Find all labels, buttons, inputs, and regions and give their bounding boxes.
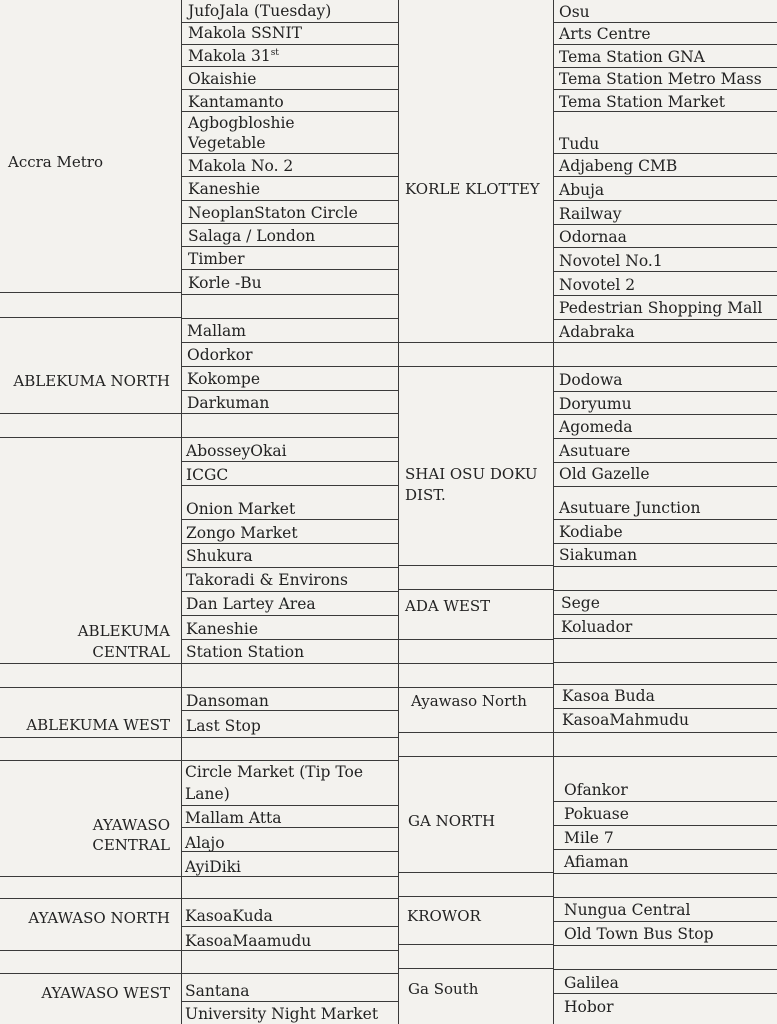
row-divider — [554, 662, 777, 663]
market-name: Tudu — [559, 135, 600, 153]
row-divider — [182, 437, 399, 438]
row-divider — [182, 710, 399, 711]
market-name: Darkuman — [187, 394, 270, 412]
row-divider — [0, 973, 182, 974]
row-divider — [182, 663, 399, 664]
row-divider — [554, 111, 777, 112]
row-divider — [182, 366, 399, 367]
row-divider — [554, 756, 777, 757]
market-name: Shukura — [186, 547, 253, 565]
market-name: Agomeda — [559, 418, 633, 436]
market-name: Okaishie — [188, 70, 257, 88]
row-divider — [0, 413, 182, 414]
market-name: Pedestrian Shopping Mall — [559, 299, 763, 317]
row-divider — [554, 22, 777, 23]
market-name: Novotel No.1 — [559, 252, 663, 270]
row-divider — [554, 462, 777, 463]
row-divider — [399, 366, 554, 367]
market-name: Takoradi & Environs — [186, 571, 348, 589]
market-name: Hobor — [564, 998, 614, 1016]
row-divider — [182, 153, 399, 154]
row-divider — [554, 200, 777, 201]
market-name: Siakuman — [559, 546, 638, 564]
row-divider — [0, 687, 182, 688]
row-divider — [182, 390, 399, 391]
row-divider — [554, 153, 777, 154]
market-name: Mile 7 — [564, 829, 614, 847]
market-name: University Night Market — [185, 1005, 379, 1023]
district-label: ABLEKUMA WEST — [26, 716, 170, 734]
market-name: Santana — [185, 982, 250, 1000]
row-divider — [554, 438, 777, 439]
row-divider — [554, 391, 777, 392]
row-divider — [554, 849, 777, 850]
row-divider — [182, 876, 399, 877]
superscript: st — [270, 47, 279, 58]
row-divider — [554, 414, 777, 415]
market-name: Salaga / London — [188, 227, 316, 245]
row-divider — [554, 969, 777, 970]
market-name: Station Station — [186, 643, 305, 661]
row-divider — [554, 342, 777, 343]
market-name: KasoaMaamudu — [185, 932, 312, 950]
market-name: Kokompe — [187, 370, 261, 388]
row-divider — [399, 663, 554, 664]
row-divider — [554, 614, 777, 615]
row-divider — [182, 200, 399, 201]
row-divider — [554, 486, 777, 487]
market-name: Kaneshie — [188, 180, 261, 198]
row-divider — [182, 22, 399, 23]
row-divider — [182, 973, 399, 974]
district-label: CENTRAL — [92, 836, 170, 854]
market-name: Old Town Bus Stop — [564, 925, 714, 943]
district-label: SHAI OSU DOKU — [405, 465, 538, 483]
district-label: Ga South — [408, 980, 479, 998]
row-divider — [182, 827, 399, 828]
district-label: KORLE KLOTTEY — [405, 180, 540, 198]
market-name: Arts Centre — [559, 25, 651, 43]
row-divider — [554, 44, 777, 45]
market-name: Circle Market (Tip Toe — [185, 763, 364, 781]
market-name: Doryumu — [559, 395, 632, 413]
row-divider — [554, 543, 777, 544]
market-name: Osu — [559, 3, 590, 21]
market-name: Adabraka — [559, 323, 635, 341]
row-divider — [399, 639, 554, 640]
market-name: Odorkor — [187, 346, 253, 364]
market-name: NeoplanStaton Circle — [188, 204, 358, 222]
row-divider — [554, 224, 777, 225]
district-label: AYAWASO — [92, 816, 170, 834]
row-divider — [399, 968, 554, 969]
row-divider — [182, 342, 399, 343]
row-divider — [182, 246, 399, 247]
row-divider — [182, 567, 399, 568]
market-name: Korle -Bu — [188, 274, 262, 292]
row-divider — [399, 872, 554, 873]
district-label: ABLEKUMA NORTH — [13, 372, 170, 390]
row-divider — [399, 732, 554, 733]
row-divider — [399, 944, 554, 945]
row-divider — [554, 732, 777, 733]
row-divider — [0, 876, 182, 877]
row-divider — [554, 801, 777, 802]
market-name: Galilea — [564, 974, 619, 992]
row-divider — [182, 111, 399, 112]
market-name: Lane) — [185, 785, 230, 803]
row-divider — [182, 66, 399, 67]
market-name: Last Stop — [186, 717, 261, 735]
market-name: Koluador — [561, 618, 633, 636]
row-divider — [182, 687, 399, 688]
market-name: Vegetable — [188, 134, 266, 152]
row-divider — [182, 44, 399, 45]
row-divider — [399, 342, 554, 343]
district-label: KROWOR — [407, 907, 481, 925]
market-name: Agbogbloshie — [188, 114, 295, 132]
market-name: Dodowa — [559, 371, 623, 389]
market-name: Tema Station Market — [559, 93, 726, 111]
market-name: JufoJala (Tuesday) — [188, 2, 332, 20]
market-name: AbosseyOkai — [186, 442, 287, 460]
row-divider — [0, 292, 182, 293]
row-divider — [182, 898, 399, 899]
market-name: Makola No. 2 — [188, 157, 294, 175]
market-name: Makola 31st — [188, 47, 279, 65]
market-name: Old Gazelle — [559, 465, 650, 483]
market-name: Onion Market — [186, 500, 296, 518]
row-divider — [554, 945, 777, 946]
market-name: Ofankor — [564, 781, 628, 799]
market-name: AyiDiki — [185, 858, 242, 876]
row-divider — [0, 663, 182, 664]
row-divider — [554, 566, 777, 567]
row-divider — [554, 519, 777, 520]
market-name: Afiaman — [564, 853, 629, 871]
row-divider — [554, 825, 777, 826]
district-label: Accra Metro — [8, 153, 103, 171]
row-divider — [554, 176, 777, 177]
row-divider — [0, 950, 182, 951]
market-name: Dan Lartey Area — [186, 595, 316, 613]
market-name: Timber — [188, 250, 245, 268]
district-label: AYAWASO NORTH — [28, 909, 170, 927]
row-divider — [182, 223, 399, 224]
row-divider — [0, 437, 182, 438]
row-divider — [182, 176, 399, 177]
market-name: ICGC — [186, 466, 229, 484]
market-name: Mallam — [187, 322, 246, 340]
row-divider — [0, 760, 182, 761]
district-label: GA NORTH — [408, 812, 496, 830]
market-name: Odornaa — [559, 228, 627, 246]
row-divider — [554, 295, 777, 296]
market-name: Adjabeng CMB — [559, 157, 678, 175]
market-name: Alajo — [185, 834, 225, 852]
market-name: Asutuare — [559, 442, 631, 460]
market-name: Makola SSNIT — [188, 24, 302, 42]
district-label: ABLEKUMA — [77, 622, 170, 640]
row-divider — [182, 269, 399, 270]
market-name: Tema Station GNA — [559, 48, 705, 66]
row-divider — [399, 687, 554, 688]
row-divider — [182, 737, 399, 738]
row-divider — [554, 67, 777, 68]
district-label: Ayawaso North — [411, 692, 527, 710]
row-divider — [182, 639, 399, 640]
market-name: Pokuase — [564, 805, 629, 823]
market-name: Novotel 2 — [559, 276, 636, 294]
row-divider — [554, 247, 777, 248]
row-divider — [399, 565, 554, 566]
market-name: Mallam Atta — [185, 809, 282, 827]
row-divider — [554, 684, 777, 685]
row-divider — [0, 317, 182, 318]
row-divider — [554, 638, 777, 639]
district-label: CENTRAL — [92, 643, 170, 661]
row-divider — [554, 921, 777, 922]
row-divider — [0, 898, 182, 899]
district-label: DIST. — [405, 486, 446, 504]
row-divider — [554, 89, 777, 90]
district-label: ADA WEST — [405, 597, 491, 615]
market-name: KasoaMahmudu — [562, 711, 690, 729]
row-divider — [182, 485, 399, 486]
market-name: Kantamanto — [188, 93, 284, 111]
market-name: Abuja — [559, 181, 605, 199]
market-name: Sege — [561, 594, 600, 612]
row-divider — [182, 543, 399, 544]
row-divider — [554, 271, 777, 272]
row-divider — [399, 896, 554, 897]
district-label: AYAWASO WEST — [41, 984, 170, 1002]
row-divider — [554, 897, 777, 898]
row-divider — [182, 294, 399, 295]
row-divider — [182, 413, 399, 414]
market-name: Asutuare Junction — [559, 499, 701, 517]
row-divider — [399, 589, 554, 590]
row-divider — [554, 319, 777, 320]
row-divider — [182, 926, 399, 927]
market-name: Nungua Central — [564, 901, 691, 919]
row-divider — [182, 1001, 399, 1002]
row-divider — [554, 873, 777, 874]
row-divider — [399, 756, 554, 757]
market-name: Zongo Market — [186, 524, 298, 542]
row-divider — [182, 950, 399, 951]
row-divider — [182, 519, 399, 520]
row-divider — [182, 318, 399, 319]
row-divider — [182, 615, 399, 616]
row-divider — [554, 366, 777, 367]
market-name: KasoaKuda — [185, 907, 273, 925]
row-divider — [554, 993, 777, 994]
market-name: Kaneshie — [186, 620, 259, 638]
row-divider — [554, 708, 777, 709]
row-divider — [182, 89, 399, 90]
market-name: Tema Station Metro Mass — [559, 70, 762, 88]
row-divider — [182, 461, 399, 462]
row-divider — [0, 737, 182, 738]
row-divider — [182, 805, 399, 806]
market-name: Kasoa Buda — [562, 687, 655, 705]
row-divider — [182, 591, 399, 592]
market-name: Dansoman — [186, 692, 269, 710]
market-name: Railway — [559, 205, 622, 223]
row-divider — [554, 590, 777, 591]
row-divider — [182, 760, 399, 761]
market-name: Kodiabe — [559, 523, 623, 541]
